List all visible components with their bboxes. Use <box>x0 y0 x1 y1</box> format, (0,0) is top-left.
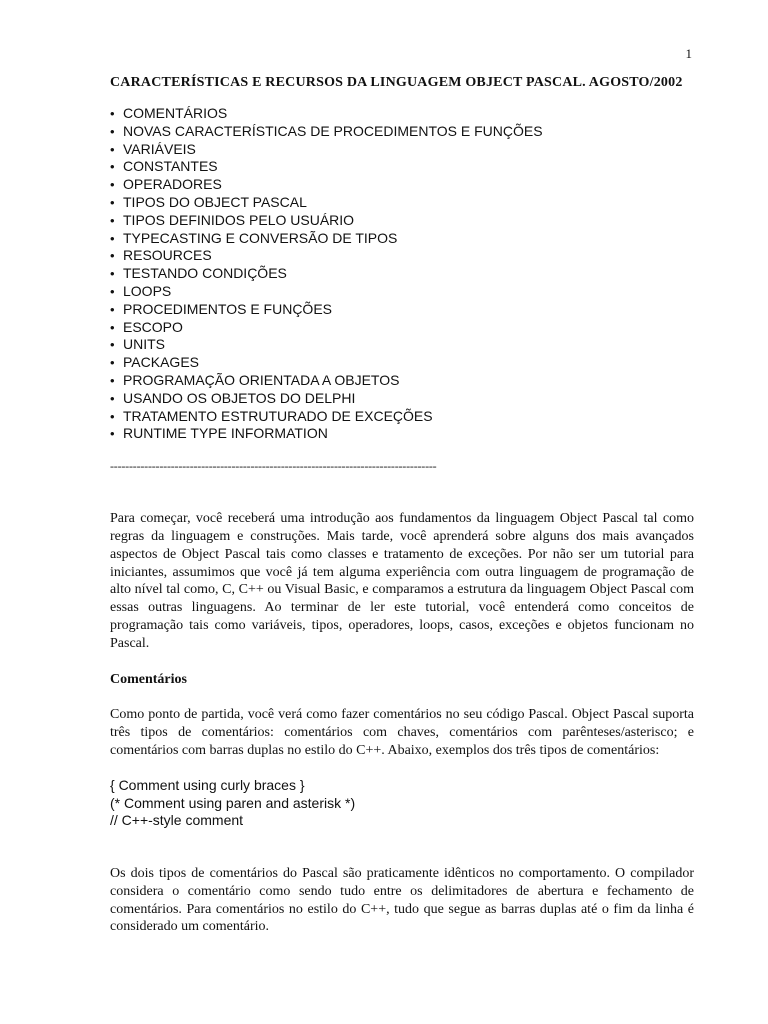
bullet-icon: • <box>110 212 115 228</box>
list-item-label: LOOPS <box>123 282 172 299</box>
list-item-label: UNITS <box>123 336 165 353</box>
divider-line: -------------------------------------------------------------------------------------- <box>110 459 437 474</box>
bullet-icon: • <box>110 390 115 406</box>
section-heading: Comentários <box>110 671 187 687</box>
list-item-label: VARIÁVEIS <box>123 140 196 157</box>
bullet-icon: • <box>110 230 115 246</box>
list-item <box>110 212 694 230</box>
list-item-label: NOVAS CARACTERÍSTICAS DE PROCEDIMENTOS E FUNÇÕES <box>123 122 543 139</box>
list-item-label: COMENTÁRIOS <box>123 105 228 121</box>
bullet-icon: • <box>110 159 115 175</box>
bullet-icon: • <box>110 194 115 210</box>
list-item <box>110 158 694 176</box>
list-item-label: TYPECASTING E CONVERSÃO DE TIPOS <box>123 229 398 246</box>
bullet-icon: • <box>110 355 115 371</box>
code-line: (* Comment using paren and asterisk *) <box>110 794 356 811</box>
list-item <box>110 247 694 265</box>
list-item <box>110 123 694 141</box>
page-number: 1 <box>685 46 692 61</box>
bullet-icon: • <box>110 177 115 193</box>
list-item <box>110 408 694 426</box>
list-item <box>110 390 694 408</box>
intro-paragraph: Para começar, você receberá uma introdução aos fundamentos da linguagem Object Pascal tal como regras da linguagem e construções. Mais tarde, você aprenderá sobre alguns dos mais avançados aspectos de Object Pascal tais como classes e tratamento de exceções. Por não ser um tutorial para iniciantes, assumimos que você já tem alguma experiência com outra linguagem de programação de alto nível tal como, C, C++ ou Visual Basic, e comparamos a estrutura da linguagem Object Pascal com essas outras linguagens. Ao terminar de ler este tutorial, você entenderá como conceitos de programação tais como variáveis, tipos, operadores, loops, casos, exceções e objetos funcionam no Pascal. <box>110 511 694 651</box>
list-item <box>110 354 694 372</box>
bullet-icon: • <box>110 106 115 121</box>
list-item <box>110 372 694 390</box>
list-item <box>110 230 694 248</box>
bullet-icon: • <box>110 283 115 299</box>
bullet-icon: • <box>110 337 115 353</box>
list-item-label: PROCEDIMENTOS E FUNÇÕES <box>123 300 332 317</box>
list-item <box>110 265 694 283</box>
bullet-icon: • <box>110 372 115 388</box>
bullet-icon: • <box>110 426 115 442</box>
list-item <box>110 301 694 319</box>
list-item-label: RUNTIME TYPE INFORMATION <box>123 425 328 442</box>
code-example <box>110 777 694 830</box>
bullet-icon: • <box>110 123 115 139</box>
list-item-label: ESCOPO <box>123 318 183 335</box>
list-item-label: USANDO OS OBJETOS DO DELPHI <box>123 389 356 406</box>
list-item <box>110 105 694 123</box>
list-item-label: PROGRAMAÇÃO ORIENTADA A OBJETOS <box>123 371 400 388</box>
list-item <box>110 336 694 354</box>
document-title: CARACTERÍSTICAS E RECURSOS DA LINGUAGEM OBJECT PASCAL. AGOSTO/2002 <box>110 75 683 90</box>
list-item <box>110 194 694 212</box>
list-item <box>110 319 694 337</box>
list-item-label: TIPOS DO OBJECT PASCAL <box>123 193 307 210</box>
list-item-label: TESTANDO CONDIÇÕES <box>123 265 287 282</box>
bullet-icon: • <box>110 319 115 335</box>
list-item-label: PACKAGES <box>123 354 199 371</box>
list-item <box>110 425 694 443</box>
list-item <box>110 176 694 194</box>
code-line: { Comment using curly braces } <box>110 776 305 793</box>
bullet-icon: • <box>110 141 115 157</box>
section-paragraph: Como ponto de partida, você verá como fazer comentários no seu código Pascal. Object Pascal suporta três tipos de comentários: comentários com chaves, comentários com parênteses/asterisco; e comentários com barras duplas no estilo do C++. Abaixo, exemplos dos três tipos de comentários: <box>110 707 694 758</box>
bullet-icon: • <box>110 248 115 264</box>
list-item-label: CONSTANTES <box>123 158 218 175</box>
list-item-label: TIPOS DEFINIDOS PELO USUÁRIO <box>123 211 355 228</box>
bullet-icon: • <box>110 266 115 282</box>
list-item <box>110 283 694 301</box>
list-item <box>110 141 694 159</box>
code-line: // C++-style comment <box>110 812 244 829</box>
document-body <box>110 73 694 936</box>
list-item-label: TRATAMENTO ESTRUTURADO DE EXCEÇÕES <box>123 407 433 424</box>
topic-list <box>110 105 694 443</box>
list-item-label: RESOURCES <box>123 247 212 264</box>
bullet-icon: • <box>110 301 115 317</box>
bullet-icon: • <box>110 408 115 424</box>
list-item-label: OPERADORES <box>123 176 222 193</box>
closing-paragraph: Os dois tipos de comentários do Pascal são praticamente idênticos no comportamento. O compilador considera o comentário como sendo tudo entre os delimitadores de abertura e fechamento de comentários. Para comentários no estilo do C++, tudo que segue as barras duplas até o fim da linha é considerado um comentário. <box>110 866 694 935</box>
